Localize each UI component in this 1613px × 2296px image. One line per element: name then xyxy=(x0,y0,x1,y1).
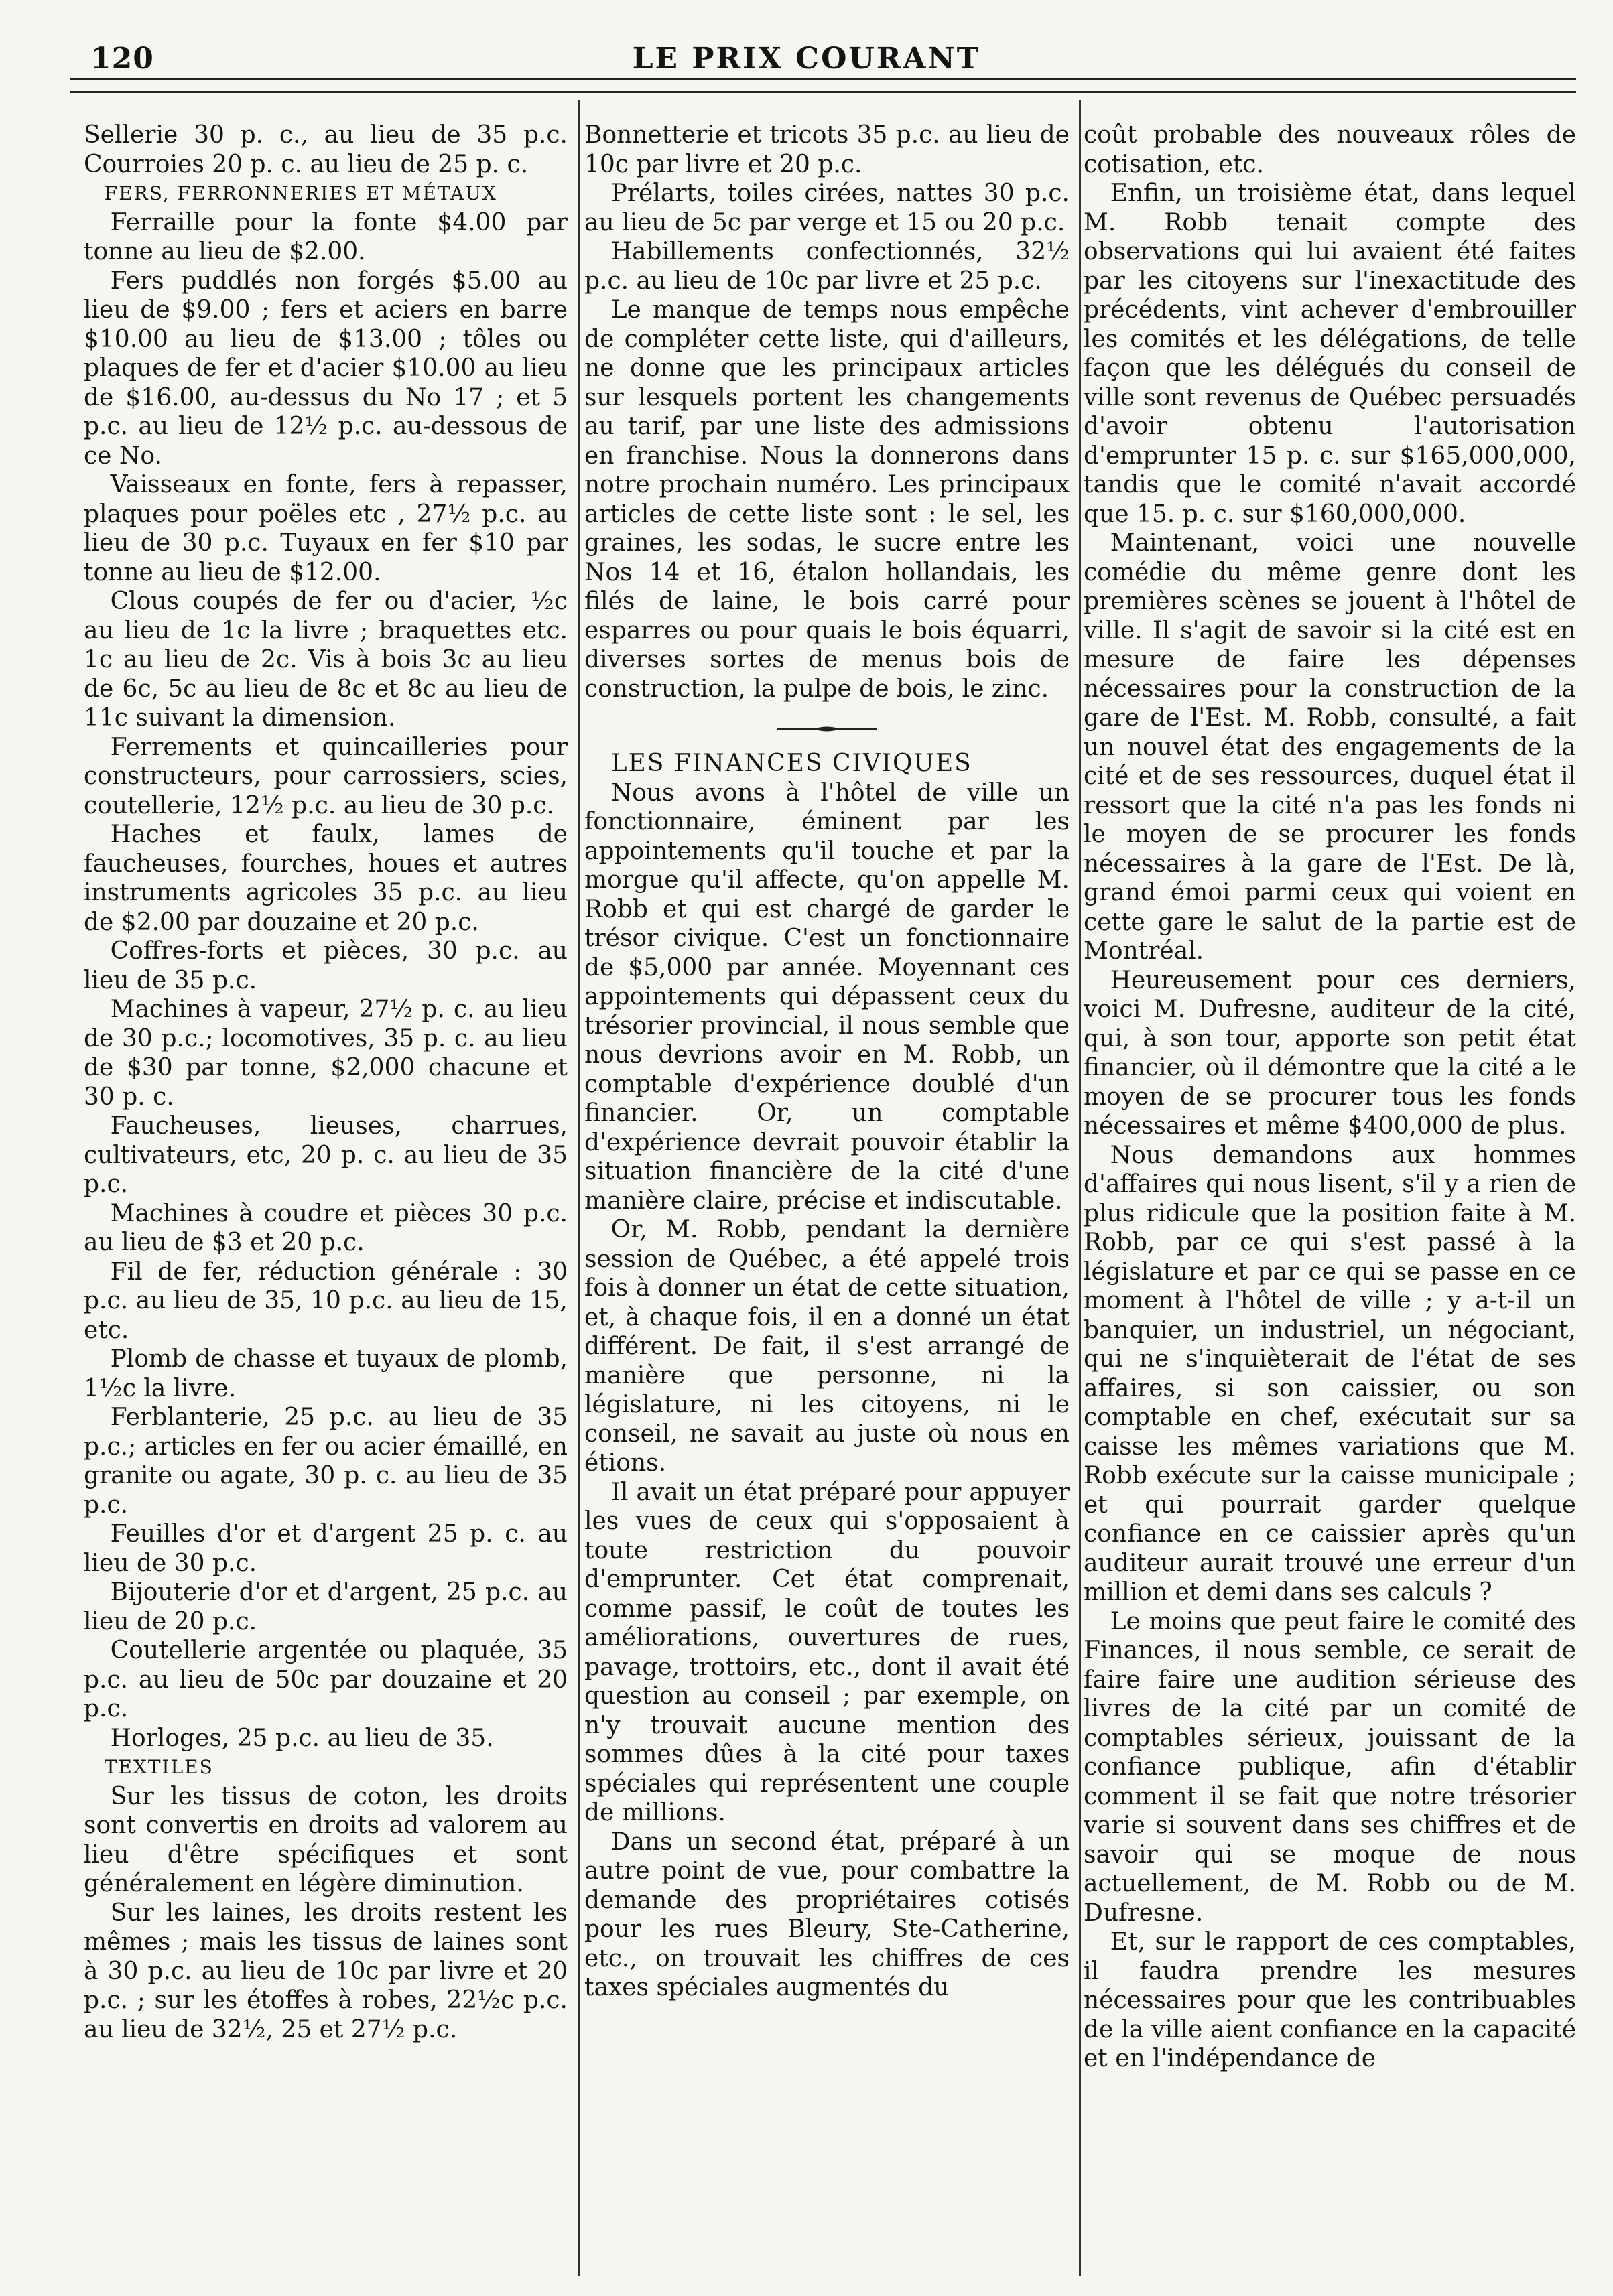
article-paragraph: Le moins que peut faire le comité des Finances, il nous semble, ce serait de faire faire une audition sérieuse des livres de la cité par un comité de comptables sérieux, jouissant de la confiance publique, afin d'établir comment il se fait que notre trésorier varie si souvent dans ses chiffres et de savoir qui se moque de nous actuellement, de M. Robb ou de M. Dufresne. xyxy=(1084,1607,1576,1927)
article-paragraph: Or, M. Robb, pendant la dernière session de Québec, a été appelé trois fois à donner un état de cette situation, et, à chaque fois, il en a donné un état différent. De fait, il s'est arrangé de manière que personne, ni la législature, ni les citoyens, ni le conseil, ne savait au juste où nous en étions. xyxy=(584,1216,1070,1477)
tariff-paragraph: Clous coupés de fer ou d'acier, ½c au lieu de 1c la livre ; braquettes etc. 1c au lieu de 2c. Vis à bois 3c au lieu de 6c, 5c au lieu de 8c et 8c au lieu de 11c suivant la dimension. xyxy=(84,588,568,732)
tariff-paragraph: Bijouterie d'or et d'argent, 25 p.c. au lieu de 20 p.c. xyxy=(84,1578,568,1635)
tariff-paragraph: Fers puddlés non forgés $5.00 au lieu de $9.00 ; fers et aciers en barre $10.00 au lieu de $13.00 ; tôles ou plaques de fer et d'acier $10.00 au lieu de $16.00, au-dessus du No 17 ; et 5 p.c. au lieu de 12½ p.c. au-dessous de ce No. xyxy=(84,267,568,470)
article-paragraph: Heureusement pour ces derniers, voici M. Dufresne, auditeur de la cité, qui, à son tour, apporte son petit état financier, où il démontre que la cité a le moyen de se procurer tous les fonds nécessaires et même $400,000 de plus. xyxy=(1084,966,1576,1140)
article-paragraph: Nous avons à l'hôtel de ville un fonctionnaire, éminent par les appointements qu'il touche et par la morgue qu'il affecte, qu'on appelle M. Robb et qui est chargé de garder le trésor civique. C'est un fonctionnaire de $5,000 par année. Moyennant ces appointements qui dépassent ceux du trésorier provincial, il nous semble que nous devrions avoir en M. Robb, un comptable d'expérience doublé d'un financier. Or, un comptable d'expérience devrait pouvoir établir la situation financière de la cité d'une manière claire, précise et indiscutable. xyxy=(584,779,1070,1215)
tariff-paragraph: Machines à vapeur, 27½ p. c. au lieu de 30 p.c.; locomotives, 35 p. c. au lieu de $30 par tonne, $2,000 chacune et 30 p. c. xyxy=(84,996,568,1111)
tariff-paragraph: Le manque de temps nous empêche de compléter cette liste, qui d'ailleurs, ne donne que les principaux articles sur lesquels portent les changements au tarif, par une liste des admissions en franchise. Nous la donnerons dans notre prochain numéro. Les principaux articles de cette liste sont : le sel, les graines, les sodas, le sucre entre les Nos 14 et 16, étalon hollandais, les filés de laine, le bois carré pour esparres ou pour quais le bois équarri, diverses sortes de menus bois de construction, la pulpe de bois, le zinc. xyxy=(584,296,1070,703)
column-middle xyxy=(584,121,1070,2003)
article-paragraph: Maintenant, voici une nouvelle comédie du même genre dont les premières scènes se jouent à l'hôtel de ville. Il s'agit de savoir si la cité est en mesure de faire les dépenses nécessaires pour la construction de la gare de l'Est. M. Robb, consulté, a fait un nouvel état des engagements de la cité et de ses ressources, duquel état il ressort que la cité n'a pas les fonds ni le moyen de se procurer les fonds nécessaires à la gare de l'Est. De là, grand émoi parmi ceux qui voient en cette gare le salut de la partie est de Montréal. xyxy=(1084,529,1576,965)
ornament-divider xyxy=(777,724,877,734)
page-number: 120 xyxy=(90,42,154,76)
article-paragraph: Nous demandons aux hommes d'affaires qui nous lisent, s'il y a rien de plus ridicule que la position faite à M. Robb, par ce qui s'est passé à la législature et par ce qui se passe en ce moment à l'hôtel de ville ; y a-t-il un banquier, un industriel, un négociant, qui ne s'inquièterait de l'état de ses affaires, si son caissier, ou son comptable en chef, exécutait sur sa caisse les mêmes variations que M. Robb exécute sur la caisse municipale ; et qui pourrait garder quelque confiance en ce caissier après qu'un auditeur aurait trouvé une erreur d'un million et demi dans ses calculs ? xyxy=(1084,1141,1576,1606)
tariff-paragraph: Faucheuses, lieuses, charrues, cultivateurs, etc, 20 p. c. au lieu de 35 p.c. xyxy=(84,1112,568,1198)
tariff-paragraph: Ferraille pour la fonte $4.00 par tonne au lieu de $2.00. xyxy=(84,208,568,265)
article-title: LES FINANCES CIVIQUES xyxy=(610,750,972,777)
section-heading: TEXTILES xyxy=(104,1756,214,1778)
tariff-paragraph: Sur les laines, les droits restent les mêmes ; mais les tissus de laines sont à 30 p.c. au lieu de 10c par livre et 20 p.c. ; sur les étoffes à robes, 22½c p.c. au lieu de 32½, 25 et 27½ p.c. xyxy=(84,1899,568,2043)
tariff-paragraph: Coutellerie argentée ou plaquée, 35 p.c. au lieu de 50c par douzaine et 20 p.c. xyxy=(84,1637,568,1723)
tariff-paragraph: Ferblanterie, 25 p.c. au lieu de 35 p.c.; articles en fer ou acier émaillé, en granite ou agate, 30 p. c. au lieu de 35 p.c. xyxy=(84,1404,568,1519)
tariff-paragraph: Ferrements et quincailleries pour constructeurs, pour carrossiers, scies, coutellerie, 12½ p.c. au lieu de 30 p.c. xyxy=(84,733,568,819)
tariff-paragraph: Vaisseaux en fonte, fers à repasser, plaques pour poëles etc , 27½ p.c. au lieu de 30 p.c. Tuyaux en fer $10 par tonne au lieu de $12.00. xyxy=(84,471,568,586)
article-paragraph: Il avait un état préparé pour appuyer les vues de ceux qui s'opposaient à toute restriction du pouvoir d'emprunter. Cet état comprenait, comme passif, le coût de toutes les améliorations, ouvertures de rues, pavage, trottoirs, etc., dont il avait été question au conseil ; par exemple, on n'y trouvait aucune mention des sommes dûes à la cité pour taxes spéciales qui représentent une couple de millions. xyxy=(584,1478,1070,1826)
article-paragraph: Enfin, un troisième état, dans lequel M. Robb tenait compte des observations qui lui avaient été faites par les citoyens sur l'inexactitude des précédents, vint achever d'embrouiller les comités et les délégations, de telle façon que les délégués du conseil de ville sont revenus de Québec persuadés d'avoir obtenu l'autorisation d'emprunter 15 p. c. sur $165,000,000, tandis que le comité n'avait accordé que 15. p. c. sur $160,000,000. xyxy=(1084,180,1576,528)
tariff-paragraph: Habillements confectionnés, 32½ p.c. au lieu de 10c par livre et 25 p.c. xyxy=(584,238,1070,295)
header-rule xyxy=(70,91,1576,93)
article-paragraph: Dans un second état, préparé à un autre point de vue, pour combattre la demande des propriétaires cotisés pour les rues Bleury, Ste-Catherine, etc., on trouvait les chiffres de ces taxes spéciales augmentés du xyxy=(584,1828,1070,2001)
tariff-paragraph: Fil de fer, réduction générale : 30 p.c. au lieu de 35, 10 p.c. au lieu de 15, etc. xyxy=(84,1258,568,1344)
tariff-paragraph: Coffres-forts et pièces, 30 p.c. au lieu de 35 p.c. xyxy=(84,937,568,994)
tariff-paragraph: Bonnetterie et tricots 35 p.c. au lieu de 10c par livre et 20 p.c. xyxy=(584,121,1070,178)
column-divider xyxy=(578,100,580,2276)
tariff-paragraph: Feuilles d'or et d'argent 25 p. c. au lieu de 30 p.c. xyxy=(84,1520,568,1577)
section-heading: FERS, FERRONNERIES ET MÉTAUX xyxy=(104,182,497,204)
tariff-paragraph: Sur les tissus de coton, les droits sont convertis en droits ad valorem au lieu d'être spécifiques et sont généralement en légère diminution. xyxy=(84,1782,568,1897)
tariff-paragraph: Sellerie 30 p. c., au lieu de 35 p.c. Courroies 20 p. c. au lieu de 25 p. c. xyxy=(84,121,568,178)
running-title: LE PRIX COURANT xyxy=(632,42,981,76)
tariff-paragraph: Prélarts, toiles cirées, nattes 30 p.c. au lieu de 5c par verge et 15 ou 20 p.c. xyxy=(584,180,1070,237)
tariff-paragraph: Machines à coudre et pièces 30 p.c. au lieu de $3 et 20 p.c. xyxy=(84,1199,568,1256)
column-right xyxy=(1084,121,1576,2074)
tariff-paragraph: Haches et faulx, lames de faucheuses, fourches, houes et autres instruments agricoles 35 p.c. au lieu de $2.00 par douzaine et 20 p.c. xyxy=(84,821,568,936)
column-left xyxy=(84,121,568,2044)
column-divider xyxy=(1079,100,1081,2276)
article-paragraph: Et, sur le rapport de ces comptables, il faudra prendre les mesures nécessaires pour que les contribuables de la ville aient confiance en la capacité et en l'indépendance de xyxy=(1084,1928,1576,2072)
tariff-paragraph: Horloges, 25 p.c. au lieu de 35. xyxy=(110,1724,494,1752)
tariff-paragraph: Plomb de chasse et tuyaux de plomb, 1½c la livre. xyxy=(84,1345,568,1402)
article-paragraph: coût probable des nouveaux rôles de cotisation, etc. xyxy=(1084,121,1576,178)
header-rule xyxy=(70,78,1576,80)
